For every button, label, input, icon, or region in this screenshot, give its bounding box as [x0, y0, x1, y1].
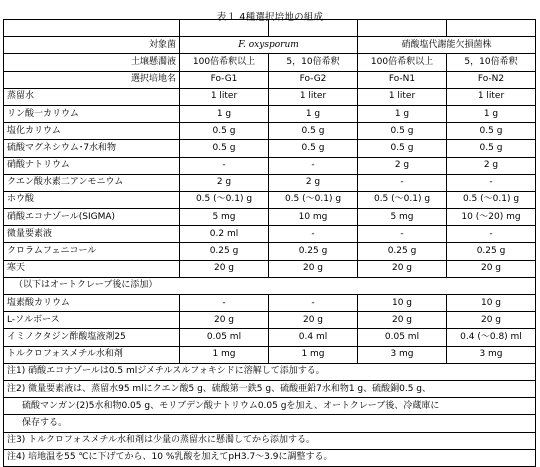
- ingredient-name: 硫酸マグネシウム･7水和物: [4, 140, 180, 157]
- after-autoclave-label: （以下はオートクレーブ後に添加）: [4, 277, 536, 294]
- amount-cell: 20 g: [358, 260, 447, 277]
- table-row: [4, 329, 536, 346]
- table-row: [4, 191, 536, 208]
- amount-cell: 0.25 g: [447, 243, 536, 260]
- amount-cell: 0.25 g: [269, 243, 358, 260]
- ingredient-name: 硝酸ナトリウム: [4, 157, 180, 174]
- amount-cell: -: [269, 295, 358, 312]
- ingredient-name: イミノクタジン酢酸塩液剤25: [4, 329, 180, 346]
- medium-name: Fo-G1: [180, 71, 269, 88]
- amount-cell: 0.5 (～0.1) g: [447, 191, 536, 208]
- amount-cell: 0.4 ml: [269, 329, 358, 346]
- table-row: [4, 243, 536, 260]
- amount-cell: -: [180, 295, 269, 312]
- amount-cell: 20 g: [269, 260, 358, 277]
- note-text: 注4) 培地温を55 ℃に下げてから、10 %乳酸を加えてpH3.7～3.9に調整する。: [4, 449, 536, 466]
- medium-label: 選択培地名: [4, 71, 180, 88]
- amount-cell: 0.05 ml: [180, 329, 269, 346]
- amount-cell: 10 (～20) mg: [447, 209, 536, 226]
- amount-cell: 0.5 (～0.1) g: [358, 191, 447, 208]
- table-row: [4, 174, 536, 191]
- amount-cell: 2 g: [180, 174, 269, 191]
- ingredient-name: リン酸一カリウム: [4, 105, 180, 122]
- note-text: 硫酸マンガン(2)5水和物0.05 g、モリブデン酸ナトリウム0.05 gを加え、オートクレーブ後、冷蔵庫に: [4, 398, 536, 415]
- amount-cell: 20 g: [447, 312, 536, 329]
- medium-name: Fo-N2: [447, 71, 536, 88]
- table-row: [4, 346, 536, 363]
- amount-cell: 0.4 (～0.8) ml: [447, 329, 536, 346]
- table-row: [4, 140, 536, 157]
- amount-cell: -: [180, 157, 269, 174]
- amount-cell: 2 g: [358, 157, 447, 174]
- ingredient-name: クエン酸水素二アンモニウム: [4, 174, 180, 191]
- note-row: [4, 380, 536, 397]
- dilution-cell: 100倍希釈以上: [180, 54, 269, 71]
- medium-composition-table: [3, 19, 536, 467]
- amount-cell: 0.5 g: [180, 140, 269, 157]
- amount-cell: -: [358, 226, 447, 243]
- amount-cell: 10 g: [447, 295, 536, 312]
- ingredient-name: 塩素酸カリウム: [4, 295, 180, 312]
- amount-cell: 0.5 g: [358, 123, 447, 140]
- amount-cell: 0.5 g: [180, 123, 269, 140]
- blank-header-row: [4, 20, 536, 37]
- amount-cell: 20 g: [447, 260, 536, 277]
- amount-cell: 1 liter: [447, 88, 536, 105]
- amount-cell: 0.2 ml: [180, 226, 269, 243]
- table-row: [4, 157, 536, 174]
- amount-cell: 1 g: [269, 105, 358, 122]
- amount-cell: 1 liter: [180, 88, 269, 105]
- amount-cell: 1 liter: [269, 88, 358, 105]
- dilution-cell: 100倍希釈以上: [358, 54, 447, 71]
- medium-name-row: [4, 71, 536, 88]
- note-row: [4, 415, 536, 432]
- after-autoclave-row: [4, 277, 536, 294]
- amount-cell: 0.5 g: [269, 140, 358, 157]
- target-label: 対象菌: [4, 37, 180, 54]
- ingredient-name: トルクロフォスメチル水和剤: [4, 346, 180, 363]
- amount-cell: 2 g: [269, 174, 358, 191]
- amount-cell: 1 mg: [180, 346, 269, 363]
- amount-cell: 0.25 g: [358, 243, 447, 260]
- amount-cell: 3 mg: [358, 346, 447, 363]
- amount-cell: 0.5 (～0.1) g: [269, 191, 358, 208]
- table-row: [4, 312, 536, 329]
- amount-cell: 5 mg: [358, 209, 447, 226]
- amount-cell: 1 liter: [358, 88, 447, 105]
- note-text: 注1) 硝酸エコナゾールは0.5 mlジメチルスルフォキシドに溶解して添加する。: [4, 363, 536, 380]
- table-row: [4, 226, 536, 243]
- dilution-row: [4, 54, 536, 71]
- ingredient-name: 硝酸エコナゾール(SIGMA): [4, 209, 180, 226]
- group-nitrate-deficient: 硝酸塩代謝能欠損菌株: [358, 37, 536, 54]
- ingredient-name: ホウ酸: [4, 191, 180, 208]
- medium-name: Fo-G2: [269, 71, 358, 88]
- amount-cell: 1 mg: [269, 346, 358, 363]
- amount-cell: 1 g: [447, 105, 536, 122]
- amount-cell: 10 g: [358, 295, 447, 312]
- amount-cell: 0.05 ml: [358, 329, 447, 346]
- amount-cell: 10 mg: [269, 209, 358, 226]
- amount-cell: 5 mg: [180, 209, 269, 226]
- amount-cell: 20 g: [180, 312, 269, 329]
- table-row: [4, 260, 536, 277]
- medium-name: Fo-N1: [358, 71, 447, 88]
- amount-cell: 1 g: [358, 105, 447, 122]
- amount-cell: 0.25 g: [180, 243, 269, 260]
- amount-cell: 0.5 g: [447, 140, 536, 157]
- table-row: [4, 295, 536, 312]
- note-text: 注3) トルクロフォスメチル水和剤は少量の蒸留水に懸濁してから添加する。: [4, 432, 536, 449]
- note-text: 注2) 微量要素液は、蒸留水95 mlにクエン酸5 g、硫酸第一鉄5 g、硫酸亜鉛7水和物1 g、硫酸銅0.5 g、: [4, 380, 536, 397]
- dilution-label: 土壌懸濁液: [4, 54, 180, 71]
- amount-cell: -: [269, 226, 358, 243]
- note-row: [4, 432, 536, 449]
- amount-cell: -: [269, 157, 358, 174]
- amount-cell: 20 g: [269, 312, 358, 329]
- table-title: 表１ 4種選択培地の組成: [216, 12, 324, 23]
- dilution-cell: 5，10倍希釈: [447, 54, 536, 71]
- table-row: [4, 105, 536, 122]
- ingredient-name: L-ソルボース: [4, 312, 180, 329]
- amount-cell: 3 mg: [447, 346, 536, 363]
- target-row: [4, 37, 536, 54]
- amount-cell: 0.5 (～0.1) g: [180, 191, 269, 208]
- amount-cell: -: [358, 174, 447, 191]
- amount-cell: 0.5 g: [358, 140, 447, 157]
- amount-cell: -: [447, 174, 536, 191]
- amount-cell: -: [447, 226, 536, 243]
- ingredient-name: 寒天: [4, 260, 180, 277]
- amount-cell: 20 g: [358, 312, 447, 329]
- dilution-cell: 5，10倍希釈: [269, 54, 358, 71]
- note-row: [4, 363, 536, 380]
- table-row: [4, 209, 536, 226]
- group-fusarium: F. oxysporum: [180, 37, 358, 54]
- amount-cell: 0.5 g: [447, 123, 536, 140]
- table-row: [4, 88, 536, 105]
- amount-cell: 20 g: [180, 260, 269, 277]
- amount-cell: 1 g: [180, 105, 269, 122]
- amount-cell: 2 g: [447, 157, 536, 174]
- note-text: 保存する。: [4, 415, 536, 432]
- note-row: [4, 449, 536, 466]
- ingredient-name: クロラムフェニコール: [4, 243, 180, 260]
- note-row: [4, 398, 536, 415]
- ingredient-name: 微量要素液: [4, 226, 180, 243]
- ingredient-name: 塩化カリウム: [4, 123, 180, 140]
- ingredient-name: 蒸留水: [4, 88, 180, 105]
- amount-cell: 0.5 g: [269, 123, 358, 140]
- table-row: [4, 123, 536, 140]
